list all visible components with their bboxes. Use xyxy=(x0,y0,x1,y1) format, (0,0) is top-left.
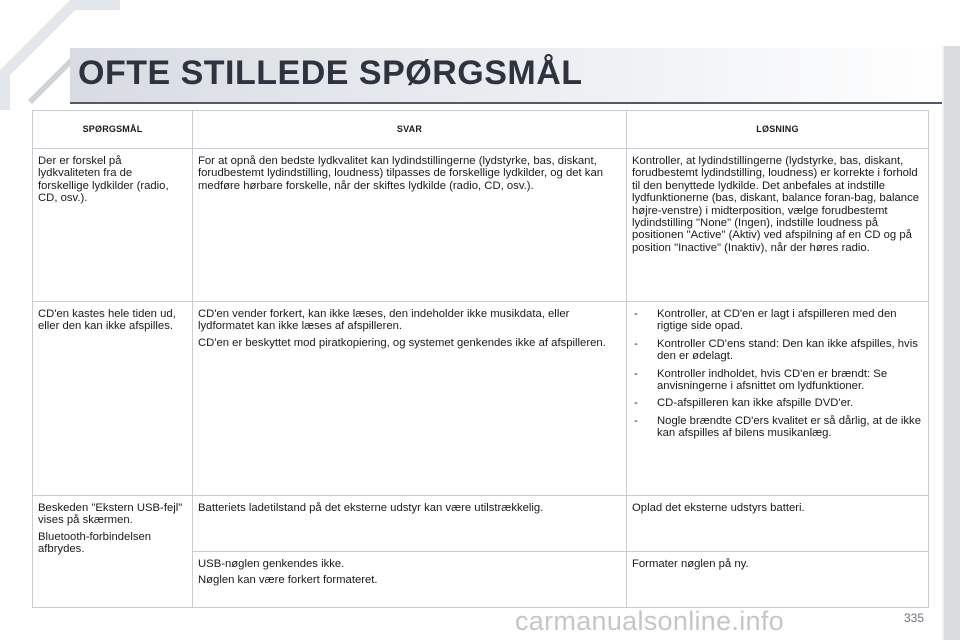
faq-table xyxy=(32,110,929,608)
table-row xyxy=(33,302,929,496)
table-header-row xyxy=(33,111,929,149)
solution-text: Formater nøglen på ny. xyxy=(632,558,749,570)
list-item: - Kontroller, at CD'en er lagt i afspilleren med den rigtige side opad. xyxy=(632,308,922,333)
solution-text: Oplad det eksterne udstyrs batteri. xyxy=(632,502,805,514)
question-text: CD'en kastes hele tiden ud, eller den kan ikke afspilles. xyxy=(38,308,176,333)
question-cell xyxy=(33,496,193,608)
answer-text: CD'en er beskyttet mod piratkopiering, og systemet genkendes ikke af afspilleren. xyxy=(198,336,606,349)
list-item: - Kontroller indholdet, hvis CD'en er brændt: Se anvisningerne i afsnittet om lydfunktioner. xyxy=(632,368,922,393)
list-item: - Nogle brændte CD'ers kvalitet er så dårlig, at de ikke kan afspilles af bilens musikanlæg. xyxy=(632,415,922,440)
question-text: Beskeden "Ekstern USB-fejl" vises på skærmen. xyxy=(38,502,183,527)
answer-text: Batteriets ladetilstand på det eksterne udstyr kan være utilstrækkelig. xyxy=(198,502,544,514)
answer-cell xyxy=(193,149,627,302)
watermark: carmanualsonline.info xyxy=(515,606,784,636)
column-header-question: SPØRGSMÅL xyxy=(33,111,193,149)
solution-cell xyxy=(627,149,929,302)
solution-cell xyxy=(627,496,929,552)
answer-text: CD'en vender forkert, kan ikke læses, den indeholder ikke musikdata, eller lydformatet kan ikke læses af afspilleren. xyxy=(198,308,570,333)
list-item: - Kontroller CD'ens stand: Den kan ikke afspilles, hvis den er ødelagt. xyxy=(632,338,922,363)
answer-cell xyxy=(193,552,627,608)
answer-text: Nøglen kan være forkert formateret. xyxy=(198,574,378,587)
question-text: Bluetooth-forbindelsen afbrydes. xyxy=(38,530,152,556)
column-header-solution: LØSNING xyxy=(627,111,929,149)
answer-cell xyxy=(193,496,627,552)
table-row xyxy=(33,149,929,302)
solution-cell xyxy=(627,302,929,496)
column-header-answer: SVAR xyxy=(193,111,627,149)
table-row xyxy=(33,496,929,552)
side-strip xyxy=(944,46,960,640)
question-cell xyxy=(33,302,193,496)
answer-text: For at opnå den bedste lydkvalitet kan lydindstillingerne (lydstyrke, bas, diskant, forudbestemt lydindstilling, loudness) tilpasses de forskellige lydkilder, og det kan medføre hørbare forskelle, når der skiftes lydkilde (radio, CD, osv.). xyxy=(198,155,604,192)
solution-cell xyxy=(627,552,929,608)
answer-text: USB-nøglen genkendes ikke. xyxy=(198,558,345,570)
page-title: OFTE STILLEDE SPØRGSMÅL xyxy=(78,54,583,92)
list-item: - CD-afspilleren kan ikke afspille DVD'er. xyxy=(632,397,922,409)
page-number: 335 xyxy=(903,611,924,625)
solution-text: Kontroller, at lydindstillingerne (lydstyrke, bas, diskant, forudbestemt lydindstilling, loudness) er korrekte i forhold til den benyttede lydkilde. Det anbefales at indstille lydfunktionerne (bas, diskant, balance foran-bag, balance højre-venstre) i midterposition, vælge forudbestemt lydindstilling "None" (Ingen), indstille loudness på positionen "Active" (Aktiv) ved afspilning af en CD og på position "Inactive" (Inaktiv), når der høres radio. xyxy=(632,155,920,254)
solution-list xyxy=(632,308,922,440)
answer-cell xyxy=(193,302,627,496)
question-cell xyxy=(33,149,193,302)
question-text: Der er forskel på lydkvaliteten fra de forskellige lydkilder (radio, CD, osv.). xyxy=(38,155,169,205)
